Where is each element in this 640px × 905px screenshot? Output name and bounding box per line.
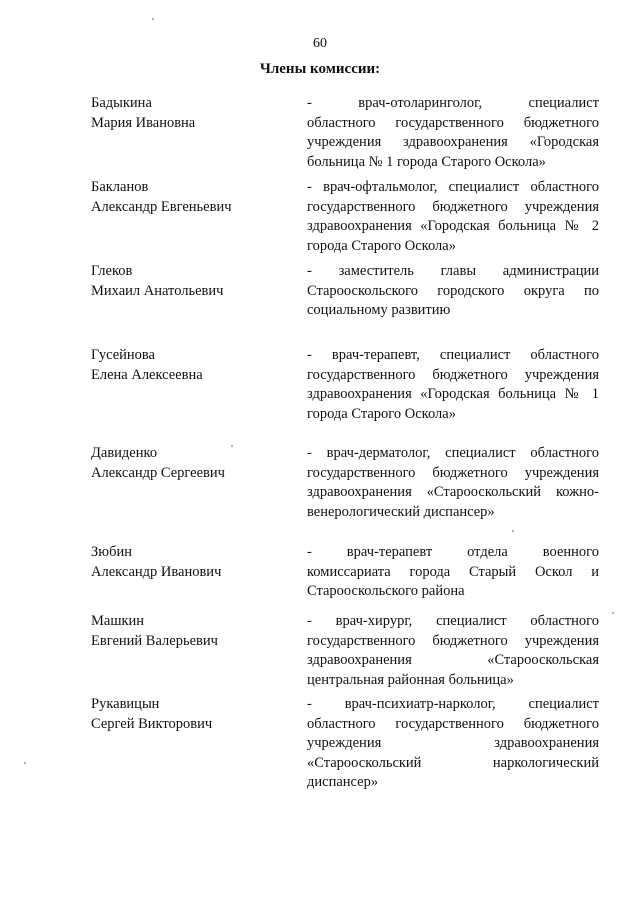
- member-given-names: Сергей Викторович: [91, 715, 213, 732]
- member-role-line: больница № 1 города Старого Оскола»: [307, 153, 546, 170]
- scan-speck: [24, 762, 26, 764]
- scan-speck: [612, 612, 614, 614]
- page-number: 60: [313, 36, 327, 51]
- member-role: [307, 178, 599, 256]
- member-role: [307, 346, 599, 424]
- member-name: [91, 178, 291, 217]
- member-role-line: областного государственного бюджетного: [307, 114, 599, 131]
- member-name: [91, 444, 291, 483]
- member-name: [91, 695, 291, 734]
- member-surname: Давиденко: [91, 445, 158, 461]
- member-role: [307, 543, 599, 602]
- member-role-line: здравоохранения «Городская больница № 1: [307, 386, 599, 402]
- member-role-line: - врач-терапевт, специалист областного: [307, 347, 599, 363]
- member-role-line: здравоохранения «Городская больница № 2: [307, 218, 599, 234]
- member-surname: Зюбин: [91, 544, 132, 560]
- member-role-line: государственного бюджетного учреждения: [307, 366, 599, 383]
- member-role: [307, 262, 599, 321]
- member-role-line: государственного бюджетного учреждения: [307, 464, 599, 481]
- member-name: [91, 346, 291, 385]
- scan-speck: [152, 18, 154, 20]
- member-role-line: - врач-дерматолог, специалист областного: [307, 445, 599, 461]
- member-role-line: учреждения здравоохранения: [307, 735, 599, 751]
- member-role-line: государственного бюджетного учреждения: [307, 632, 599, 649]
- member-given-names: Евгений Валерьевич: [91, 632, 218, 649]
- member-surname: Гусейнова: [91, 347, 155, 363]
- member-role-line: - врач-психиатр-нарколог, специалист: [307, 696, 599, 712]
- page-heading: Члены комиссии:: [259, 61, 381, 77]
- member-name: [91, 543, 291, 582]
- member-role-line: здравоохранения «Старооскольская: [307, 652, 599, 668]
- member-surname: Бадыкина: [91, 95, 152, 111]
- member-role-line: социальному развитию: [307, 302, 451, 318]
- member-role-line: Старооскольского района: [307, 583, 465, 599]
- member-role: [307, 695, 599, 793]
- member-role: [307, 612, 599, 690]
- member-role-line: учреждения здравоохранения «Городская: [307, 134, 599, 150]
- member-surname: Рукавицын: [91, 696, 160, 712]
- member-given-names: Мария Ивановна: [91, 114, 196, 131]
- member-surname: Глеков: [91, 263, 133, 279]
- member-surname: Машкин: [91, 613, 145, 629]
- member-role-line: - врач-отоларинголог, специалист: [307, 95, 599, 111]
- member-role-line: Старооскольского городского округа по: [307, 282, 599, 299]
- member-role-line: - врач-хирург, специалист областного: [307, 613, 599, 629]
- member-name: [91, 262, 291, 301]
- member-role-line: государственного бюджетного учреждения: [307, 198, 599, 215]
- member-given-names: Александр Иванович: [91, 563, 222, 580]
- member-name: [91, 94, 291, 133]
- member-role-line: здравоохранения «Старооскольский кожно-: [307, 484, 599, 500]
- member-given-names: Александр Сергеевич: [91, 464, 225, 481]
- member-role-line: комиссариата города Старый Оскол и: [307, 563, 599, 580]
- member-role-line: - врач-терапевт отдела военного: [307, 544, 599, 560]
- member-role-line: города Старого Оскола»: [307, 237, 456, 254]
- member-given-names: Елена Алексеевна: [91, 366, 203, 383]
- member-role: [307, 94, 599, 172]
- member-role-line: «Старооскольский наркологический: [307, 754, 599, 771]
- scan-speck: [231, 445, 233, 447]
- member-surname: Бакланов: [91, 179, 149, 195]
- member-role: [307, 444, 599, 522]
- scan-speck: [512, 530, 514, 532]
- member-role-line: города Старого Оскола»: [307, 405, 456, 422]
- member-role-line: диспансер»: [307, 774, 379, 790]
- member-given-names: Александр Евгеньевич: [91, 198, 232, 215]
- member-role-line: центральная районная больница»: [307, 671, 514, 688]
- member-name: [91, 612, 291, 651]
- member-role-line: венерологический диспансер»: [307, 503, 495, 520]
- member-given-names: Михаил Анатольевич: [91, 282, 224, 299]
- member-role-line: областного государственного бюджетного: [307, 715, 599, 732]
- member-role-line: - заместитель главы администрации: [307, 263, 599, 279]
- member-role-line: - врач-офтальмолог, специалист областного: [307, 179, 599, 195]
